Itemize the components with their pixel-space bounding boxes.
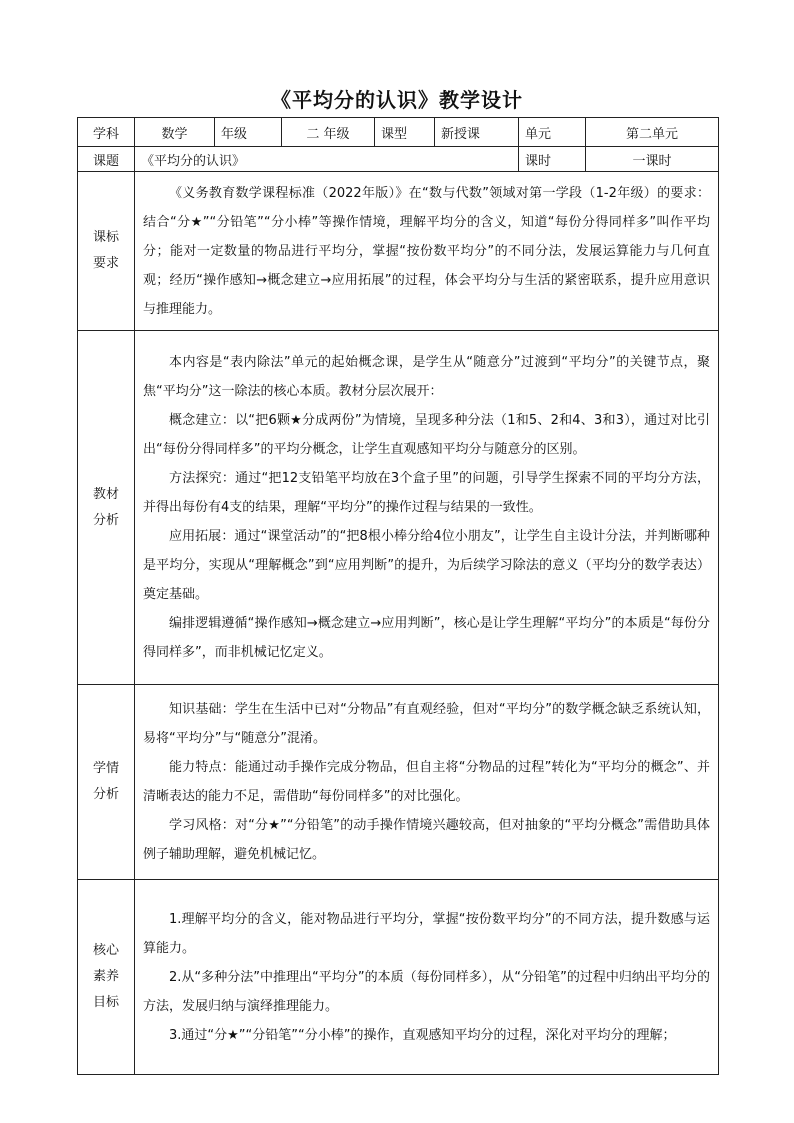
lesson-plan-table: [77, 117, 719, 1075]
paragraph: 应用拓展：通过“课堂活动”的“把8根小棒分给4位小朋友”，让学生自主设计分法，并判断哪种是平均分，实现从“理解概念”到“应用判断”的提升，为后续学习除法的意义（平均分的数学表达）奠定基础。: [143, 529, 710, 602]
paragraph: 《义务教育数学课程标准（2022年版）》在“数与代数”领域对第一学段（1-2年级）的要求：结合“分★”“分铅笔”“分小棒”等操作情境，理解平均分的含义，知道“每份分得同样多”叫作平均分；能对一定数量的物品进行平均分，掌握“按份数平均分”的不同分法，发展运算能力与几何直观；经历“操作感知→概念建立→应用拓展”的过程，体会平均分与生活的紧密联系，提升应用意识与推理能力。: [143, 185, 710, 317]
label-line: 素养: [92, 969, 119, 984]
subject-label: 学科: [78, 118, 135, 147]
paragraph: 2.从“多种分法”中推理出“平均分”的本质（每份同样多），从“分铅笔”的过程中归纳出平均分的方法，发展归纳与演绎推理能力。: [143, 969, 710, 1014]
student-analysis-row: [78, 685, 719, 880]
textbook-analysis-content: [135, 331, 719, 685]
topic-row: [78, 147, 719, 172]
paragraph: 能力特点：能通过动手操作完成分物品，但自主将“分物品的过程”转化为“平均分的概念”、并清晰表达的能力不足，需借助“每份同样多”的对比强化。: [143, 760, 710, 804]
core-literacy-row: [78, 880, 719, 1075]
core-literacy-content: [135, 880, 719, 1075]
label-line: 要求: [92, 256, 119, 271]
paragraph: 1.理解平均分的含义，能对物品进行平均分，掌握“按份数平均分”的不同方法，提升数感与运算能力。: [143, 911, 710, 956]
topic-value: 《平均分的认识》: [135, 147, 519, 172]
lesson-type-value: 新授课: [435, 118, 519, 147]
paragraph: 本内容是“表内除法”单元的起始概念课，是学生从“随意分”过渡到“平均分”的关键节点，聚焦“平均分”这一除法的核心本质。教材分层次展开：: [143, 355, 710, 399]
textbook-analysis-label: [78, 331, 135, 685]
topic-label: 课题: [78, 147, 135, 172]
label-line: 核心: [92, 943, 119, 958]
paragraph: 编排逻辑遵循“操作感知→概念建立→应用判断”，核心是让学生理解“平均分”的本质是“每份分得同样多”，而非机械记忆定义。: [143, 616, 710, 660]
student-analysis-label: [78, 685, 135, 880]
paragraph: 概念建立：以“把6颗★分成两份”为情境，呈现多种分法（1和5、2和4、3和3），通过对比引出“每份分得同样多”的平均分概念，让学生直观感知平均分与随意分的区别。: [143, 413, 710, 457]
label-line: 教材: [92, 486, 119, 502]
subject-value: 数学: [135, 118, 215, 147]
paragraph: 方法探究：通过“把12支铅笔平均放在3个盒子里”的问题，引导学生探索不同的平均分方法，并得出每份有4支的结果，理解“平均分”的操作过程与结果的一致性。: [143, 471, 710, 515]
grade-label: 年级: [215, 118, 282, 147]
curriculum-standard-label: [78, 172, 135, 331]
label-line: 目标: [92, 995, 119, 1010]
curriculum-standard-content: [135, 172, 719, 331]
paragraph: 3.通过“分★”“分铅笔”“分小棒”的操作，直观感知平均分的过程，深化对平均分的理解；: [169, 1027, 676, 1043]
curriculum-standard-row: [78, 172, 719, 331]
unit-value: 第二单元: [586, 118, 719, 147]
label-line: 学情: [92, 761, 119, 776]
paragraph: 知识基础：学生在生活中已对“分物品”有直观经验，但对“平均分”的数学概念缺乏系统认知，易将“平均分”与“随意分”混淆。: [143, 702, 710, 746]
paragraph: 学习风格：对“分★”“分铅笔”的动手操作情境兴趣较高，但对抽象的“平均分概念”需借助具体例子辅助理解，避免机械记忆。: [143, 818, 710, 862]
unit-label: 单元: [519, 118, 586, 147]
period-label: 课时: [519, 147, 586, 172]
label-line: 分析: [92, 787, 119, 802]
header-row: [78, 118, 719, 147]
label-line: 课标: [92, 230, 119, 245]
period-value: 一课时: [586, 147, 719, 172]
core-literacy-label: [78, 880, 135, 1075]
student-analysis-content: [135, 685, 719, 880]
document-title: 《平均分的认识》教学设计: [271, 88, 523, 112]
grade-value: 二 年级: [282, 118, 375, 147]
label-line: 分析: [92, 512, 119, 528]
lesson-type-label: 课型: [375, 118, 435, 147]
textbook-analysis-row: [78, 331, 719, 685]
